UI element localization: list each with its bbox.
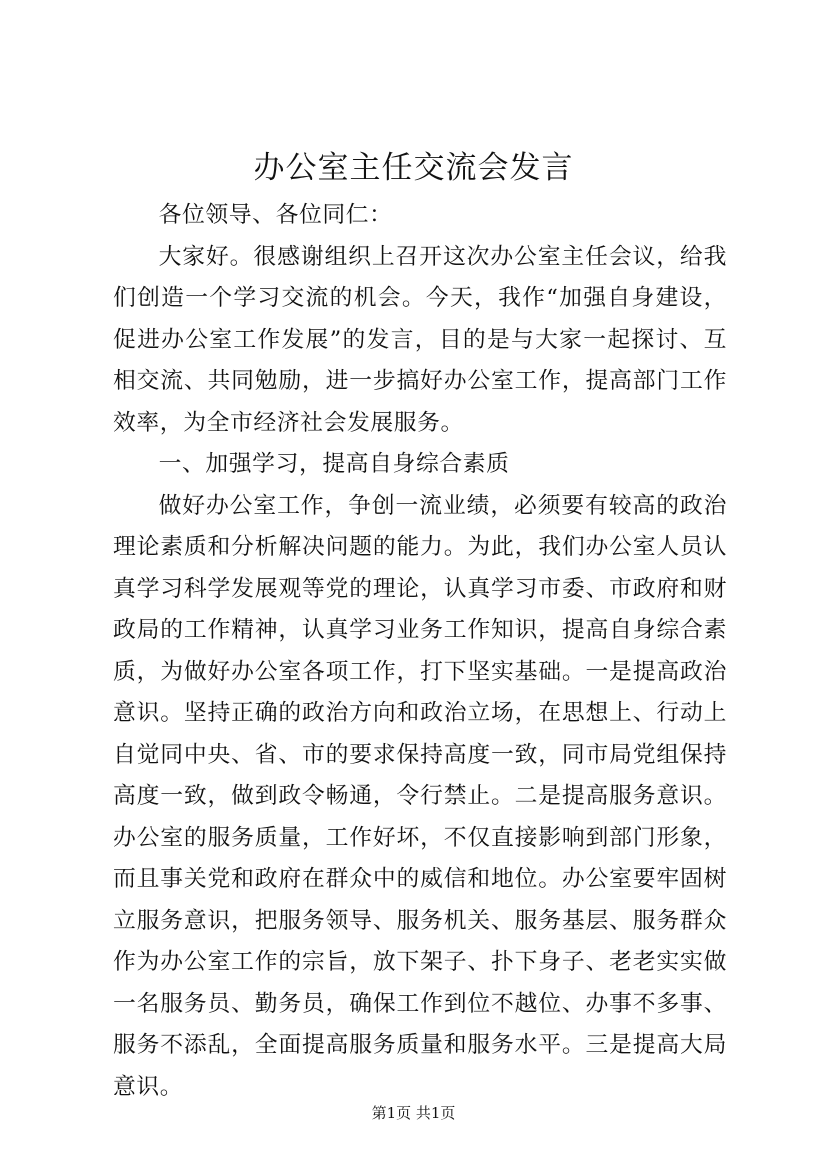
salutation-paragraph: 各位领导、各位同仁： <box>158 202 393 228</box>
opening-paragraph: 大家好。很感谢组织上召开这次办公室主任会议，给我们创造一个学习交流的机会。今天，我作“加强自身建设，促进办公室工作发展”的发言，目的是与大家一起探讨、互相交流、共同勉励，进一步搞好办公室工作，提高部门工作效率，为全市经济社会发展服务。 <box>113 243 727 436</box>
section-paragraph: 做好办公室工作，争创一流业绩，必须要有较高的政治理论素质和分析解决问题的能力。为此，我们办公室人员认真学习科学发展观等党的理论，认真学习市委、市政府和财政局的工作精神，认真学习业务工作知识，提高自身综合素质，为做好办公室各项工作，打下坚实基础。一是提高政治意识。坚持正确的政治方向和政治立场，在思想上、行动上自觉同中央、省、市的要求保持高度一致，同市局党组保持高度一致，做到政令畅通，令行禁止。二是提高服务意识。办公室的服务质量，工作好坏，不仅直接影响到部门形象，而且事关党和政府在群众中的威信和地位。办公室要牢固树立服务意识，把服务领导、服务机关、服务基层、服务群众作为办公室工作的宗旨，放下架子、扑下身子、老老实实做一名服务员、勤务员，确保工作到位不越位、办事不多事、服务不添乱，全面提高服务质量和服务水平。三是提高大局意识。 <box>113 492 727 1100</box>
document-title: 办公室主任交流会发言 <box>253 150 574 186</box>
section-heading: 一、加强学习，提高自身综合素质 <box>158 451 510 477</box>
document-body <box>113 195 727 1108</box>
page-number-footer: 第1页 共1页 <box>371 1104 456 1122</box>
